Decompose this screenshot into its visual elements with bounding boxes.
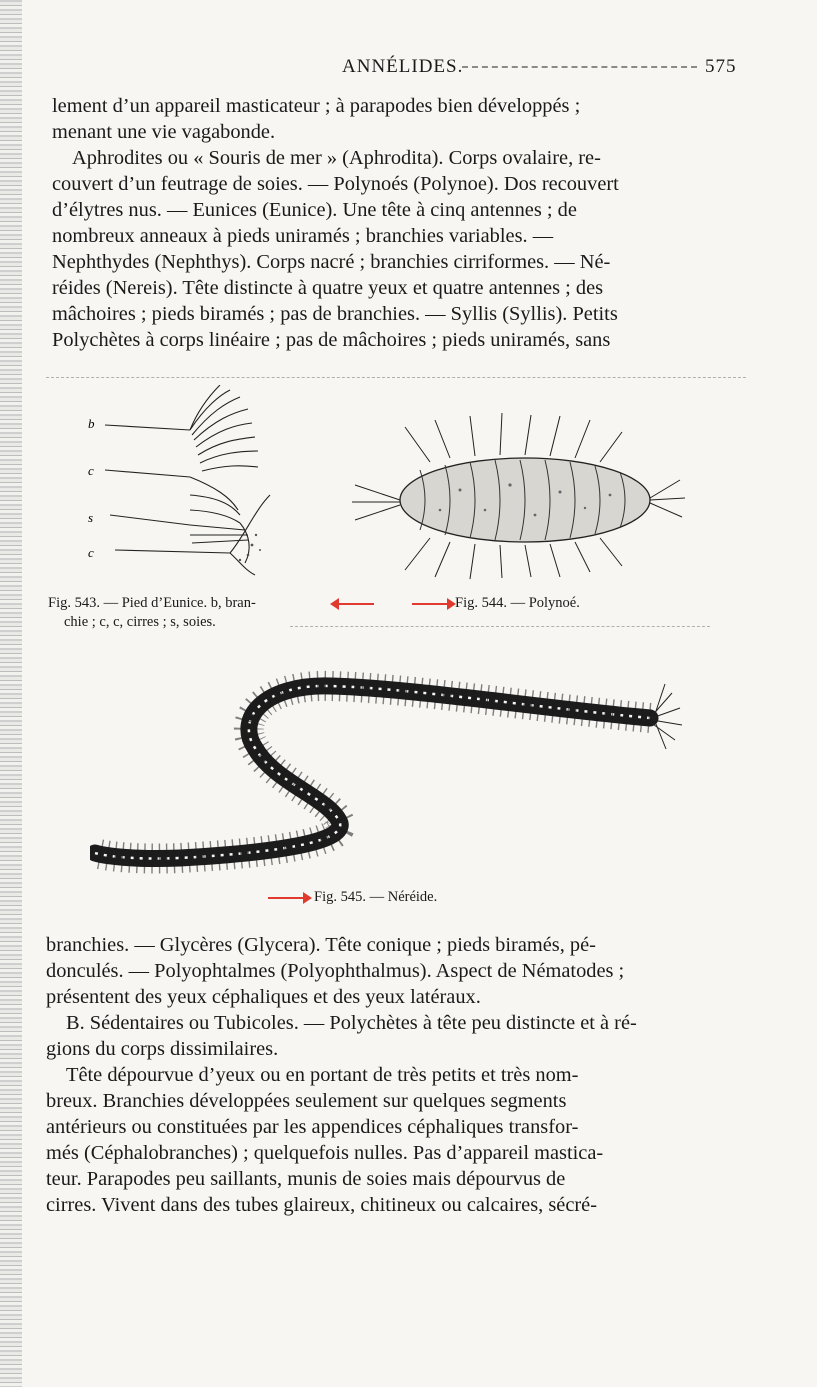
figure-separator xyxy=(46,377,746,378)
header-rule xyxy=(462,66,697,68)
text-line: Aphrodites ou « Souris de mer » (Aphrodita). Corps ovalaire, re- xyxy=(72,147,601,169)
text-line: B. Sédentaires ou Tubicoles. — Polychètes à tête peu distincte et à ré- xyxy=(66,1012,637,1034)
annotation-arrow-right xyxy=(268,897,304,899)
fig-544-polynoe-illustration xyxy=(350,410,700,580)
page-number: 575 xyxy=(705,56,737,77)
fig-543-eunice-foot-illustration xyxy=(80,385,295,580)
fig-543-caption-line1: Fig. 543. — Pied d’Eunice. b, bran- xyxy=(48,595,256,611)
label-s: s xyxy=(88,510,94,525)
text-line: mâchoires ; pieds biramés ; pas de branchies. — Syllis (Syllis). Petits xyxy=(52,303,618,325)
label-c: c xyxy=(88,463,94,478)
text-block-top xyxy=(52,93,742,353)
text-line: lement d’un appareil masticateur ; à parapodes bien développés ; xyxy=(52,95,581,117)
figure-separator xyxy=(290,626,710,627)
fig-545-caption: Fig. 545. — Néréide. xyxy=(314,889,438,905)
header-title: ANNÉLIDES. xyxy=(342,56,464,77)
label-b: b xyxy=(88,416,95,431)
label-c-lower: c xyxy=(88,545,94,560)
text-line: gions du corps dissimilaires. xyxy=(46,1038,279,1060)
text-line: présentent des yeux céphaliques et des yeux latéraux. xyxy=(46,986,481,1008)
text-line: branchies. — Glycères (Glycera). Tête conique ; pieds biramés, pé- xyxy=(46,934,596,956)
text-line: couvert d’un feutrage de soies. — Polynoés (Polynoe). Dos recouvert xyxy=(52,173,619,195)
fig-543-caption xyxy=(48,594,256,632)
running-header xyxy=(0,52,817,82)
text-line: d’élytres nus. — Eunices (Eunice). Une tête à cinq antennes ; de xyxy=(52,199,577,221)
text-line: més (Céphalobranches) ; quelquefois nulles. Pas d’appareil mastica- xyxy=(46,1142,604,1164)
text-line: teur. Parapodes peu saillants, munis de soies mais dépourvus de xyxy=(46,1168,566,1190)
text-line: menant une vie vagabonde. xyxy=(52,121,276,143)
text-line: antérieurs ou constituées par les appendices céphaliques transfor- xyxy=(46,1116,579,1138)
text-line: réides (Nereis). Tête distincte à quatre yeux et quatre antennes ; des xyxy=(52,277,604,299)
annotation-arrow-left xyxy=(338,603,374,605)
text-block-bottom xyxy=(46,932,736,1218)
annotation-arrow-right xyxy=(412,603,448,605)
fig-545-nereide-illustration xyxy=(90,648,690,878)
text-line: cirres. Vivent dans des tubes glaireux, chitineux ou calcaires, sécré- xyxy=(46,1194,598,1216)
text-line: Polychètes à corps linéaire ; pas de mâchoires ; pieds uniramés, sans xyxy=(52,329,611,351)
text-line: nombreux anneaux à pieds uniramés ; branchies variables. — xyxy=(52,225,554,247)
text-line: donculés. — Polyophtalmes (Polyophthalmus). Aspect de Nématodes ; xyxy=(46,960,625,982)
text-line: breux. Branchies développées seulement sur quelques segments xyxy=(46,1090,567,1112)
fig-543-caption-line2: chie ; c, c, cirres ; s, soies. xyxy=(64,614,216,630)
text-line: Tête dépourvue d’yeux ou en portant de très petits et très nom- xyxy=(66,1064,579,1086)
fig-544-caption: Fig. 544. — Polynoé. xyxy=(455,595,580,611)
text-line: Nephthydes (Nephthys). Corps nacré ; branchies cirriformes. — Né- xyxy=(52,251,611,273)
